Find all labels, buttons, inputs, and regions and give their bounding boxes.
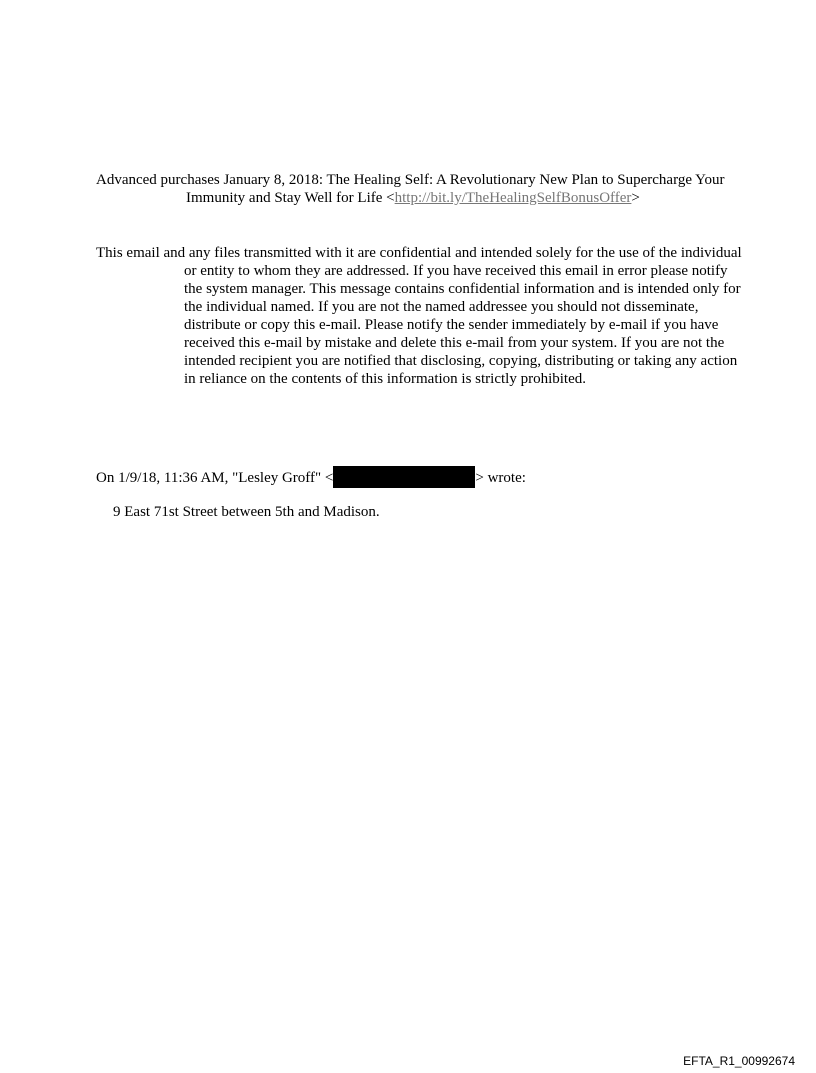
link-open-bracket: < (386, 190, 395, 206)
bonus-offer-link[interactable]: http://bit.ly/TheHealingSelfBonusOffer (394, 190, 632, 206)
attribution-suffix: > wrote: (475, 470, 526, 486)
signature-text: Advanced purchases January 8, 2018: The Healing Self: A Revolutionary New Plan to Supercharge Your Immunity and Stay Well for Life (96, 172, 725, 206)
redacted-email-address (333, 466, 475, 488)
confidentiality-disclaimer (96, 244, 744, 388)
link-close-bracket: > (631, 190, 640, 206)
document-id: EFTA_R1_00992674 (683, 1054, 795, 1068)
reply-attribution (96, 466, 526, 488)
signature-block (96, 171, 746, 207)
attribution-prefix: On 1/9/18, 11:36 AM, "Lesley Groff" < (96, 470, 334, 486)
quoted-message: 9 East 71st Street between 5th and Madison. (113, 504, 380, 520)
disclaimer-text: This email and any files transmitted with it are confidential and intended solely for the use of the individual or entity to whom they are addressed. If you have received this email in error please notify the system manager. This message contains confidential information and is intended only for the individual named. If you are not the named addressee you should not disseminate, distribute or copy this e-mail. Please notify the sender immediately by e-mail if you have received this e-mail by mistake and delete this e-mail from your system. If you are not the intended recipient you are notified that disclosing, copying, distributing or taking any action in reliance on the contents of this information is strictly prohibited. (96, 245, 742, 387)
